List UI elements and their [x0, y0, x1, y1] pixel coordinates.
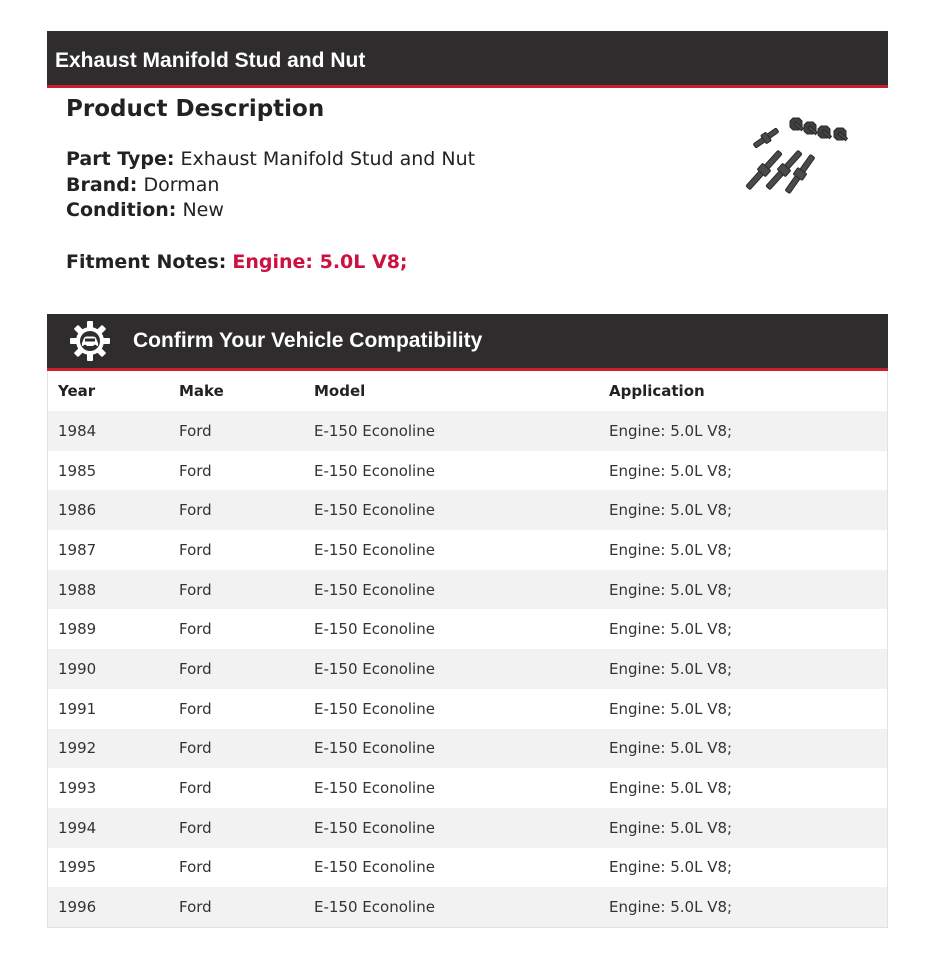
table-row	[48, 887, 887, 927]
cell-model: E-150 Econoline	[304, 530, 599, 570]
part-type-label: Part Type:	[66, 148, 175, 170]
cell-year: 1987	[48, 530, 169, 570]
table-row	[48, 609, 887, 649]
part-type-row	[66, 147, 706, 173]
cell-year: 1993	[48, 768, 169, 808]
table-row	[48, 729, 887, 769]
condition-label: Condition:	[66, 199, 177, 221]
table-row	[48, 570, 887, 610]
compatibility-title: Confirm Your Vehicle Compatibility	[133, 329, 483, 352]
fitment-notes-row	[66, 250, 706, 275]
cell-model: E-150 Econoline	[304, 887, 599, 927]
cell-model: E-150 Econoline	[304, 451, 599, 491]
cell-application: Engine: 5.0L V8;	[599, 411, 887, 451]
spec-list	[66, 147, 706, 224]
cell-year: 1989	[48, 609, 169, 649]
column-header-model: Model	[304, 371, 599, 411]
table-row	[48, 768, 887, 808]
cell-year: 1994	[48, 808, 169, 848]
compatibility-banner	[47, 314, 888, 371]
cell-application: Engine: 5.0L V8;	[599, 609, 887, 649]
table-row	[48, 411, 887, 451]
cell-application: Engine: 5.0L V8;	[599, 887, 887, 927]
table-row	[48, 530, 887, 570]
product-description-heading: Product Description	[66, 96, 325, 122]
brand-row	[66, 173, 706, 199]
cell-application: Engine: 5.0L V8;	[599, 808, 887, 848]
cell-year: 1988	[48, 570, 169, 610]
cell-application: Engine: 5.0L V8;	[599, 570, 887, 610]
product-image	[736, 110, 856, 200]
table-row	[48, 848, 887, 888]
cell-application: Engine: 5.0L V8;	[599, 848, 887, 888]
cell-make: Ford	[169, 729, 304, 769]
fitment-notes-label: Fitment Notes:	[66, 250, 227, 273]
product-description-section	[66, 95, 706, 275]
compatibility-table	[48, 371, 887, 927]
cell-year: 1991	[48, 689, 169, 729]
brand-label: Brand:	[66, 173, 138, 196]
table-row	[48, 808, 887, 848]
table-row	[48, 451, 887, 491]
cell-application: Engine: 5.0L V8;	[599, 649, 887, 689]
cell-application: Engine: 5.0L V8;	[599, 530, 887, 570]
cell-model: E-150 Econoline	[304, 768, 599, 808]
cell-make: Ford	[169, 570, 304, 610]
gear-car-icon	[69, 320, 111, 362]
cell-year: 1990	[48, 649, 169, 689]
cell-make: Ford	[169, 609, 304, 649]
cell-model: E-150 Econoline	[304, 729, 599, 769]
cell-make: Ford	[169, 768, 304, 808]
table-row	[48, 490, 887, 530]
cell-application: Engine: 5.0L V8;	[599, 729, 887, 769]
cell-make: Ford	[169, 848, 304, 888]
product-title: Exhaust Manifold Stud and Nut	[55, 49, 366, 72]
cell-application: Engine: 5.0L V8;	[599, 451, 887, 491]
cell-make: Ford	[169, 649, 304, 689]
cell-make: Ford	[169, 411, 304, 451]
cell-model: E-150 Econoline	[304, 411, 599, 451]
cell-make: Ford	[169, 689, 304, 729]
cell-application: Engine: 5.0L V8;	[599, 490, 887, 530]
cell-model: E-150 Econoline	[304, 689, 599, 729]
product-title-banner	[47, 31, 888, 88]
cell-year: 1984	[48, 411, 169, 451]
cell-application: Engine: 5.0L V8;	[599, 768, 887, 808]
cell-model: E-150 Econoline	[304, 808, 599, 848]
condition-row	[66, 198, 706, 224]
condition-value: New	[182, 199, 224, 221]
table-row	[48, 649, 887, 689]
compatibility-table-container	[47, 371, 888, 928]
cell-year: 1986	[48, 490, 169, 530]
cell-make: Ford	[169, 490, 304, 530]
cell-model: E-150 Econoline	[304, 570, 599, 610]
part-type-value: Exhaust Manifold Stud and Nut	[180, 148, 476, 170]
studs-and-nuts-image	[736, 110, 856, 200]
cell-make: Ford	[169, 530, 304, 570]
cell-application: Engine: 5.0L V8;	[599, 689, 887, 729]
brand-value: Dorman	[143, 173, 220, 196]
column-header-year: Year	[48, 371, 169, 411]
cell-make: Ford	[169, 451, 304, 491]
table-header-row	[48, 371, 887, 411]
cell-year: 1996	[48, 887, 169, 927]
cell-model: E-150 Econoline	[304, 649, 599, 689]
column-header-make: Make	[169, 371, 304, 411]
fitment-notes-value: Engine: 5.0L V8;	[232, 250, 408, 273]
column-header-application: Application	[599, 371, 887, 411]
cell-year: 1985	[48, 451, 169, 491]
cell-year: 1995	[48, 848, 169, 888]
cell-year: 1992	[48, 729, 169, 769]
cell-make: Ford	[169, 808, 304, 848]
cell-make: Ford	[169, 887, 304, 927]
cell-model: E-150 Econoline	[304, 609, 599, 649]
cell-model: E-150 Econoline	[304, 848, 599, 888]
cell-model: E-150 Econoline	[304, 490, 599, 530]
table-row	[48, 689, 887, 729]
